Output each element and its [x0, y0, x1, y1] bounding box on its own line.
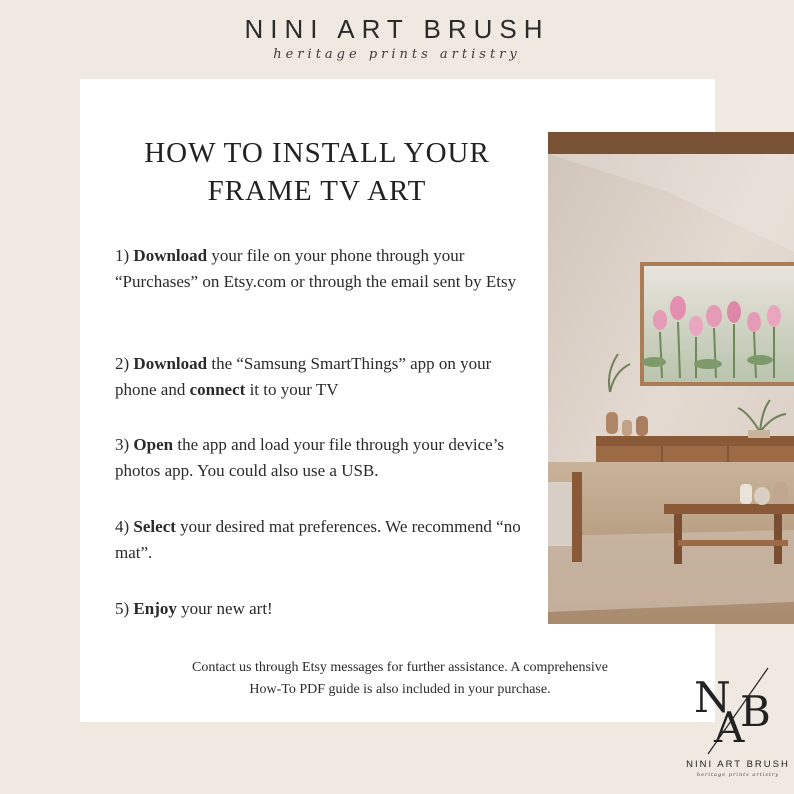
step-keyword: connect	[189, 380, 246, 399]
step-2	[115, 351, 535, 403]
coffee-table	[664, 504, 794, 514]
step-text: your file on your phone through your “Purchases” on Etsy.com or through the email sent by Etsy	[115, 246, 517, 291]
card-title-line-1: HOW TO INSTALL YOUR	[144, 137, 490, 169]
card-title	[112, 134, 522, 210]
footer-note-line-2: How-To PDF guide is also included in your purchase.	[249, 682, 551, 697]
step-5	[115, 596, 535, 622]
svg-text:N: N	[694, 673, 731, 722]
room-mockup-image	[548, 132, 794, 624]
step-4	[115, 514, 535, 566]
step-text: your desired mat preferences. We recommend “no mat”.	[115, 517, 521, 562]
logo-name: NINI ART BRUSH	[686, 759, 790, 770]
brand-tagline: heritage prints artistry	[273, 47, 521, 62]
step-number: 2)	[115, 354, 134, 373]
step-number: 1)	[115, 246, 134, 265]
svg-text:A: A	[714, 703, 745, 752]
brand-logo	[682, 664, 794, 792]
logo-tagline: heritage prints artistry	[696, 772, 780, 778]
footer-note	[120, 657, 680, 701]
step-keyword: Download	[133, 246, 208, 265]
step-text: your new art!	[176, 599, 273, 618]
step-keyword: Open	[133, 435, 174, 454]
footer-note-line-1: Contact us through Etsy messages for further assistance. A comprehensive	[191, 660, 608, 675]
brand-title: NINI ART BRUSH	[244, 14, 550, 44]
step-keyword: Enjoy	[133, 599, 177, 618]
step-number: 4)	[115, 517, 134, 536]
svg-text:B: B	[740, 687, 771, 736]
step-text: it to your TV	[245, 380, 339, 399]
step-number: 3)	[115, 435, 134, 454]
ceiling-beam	[548, 132, 794, 154]
step-keyword: Download	[133, 354, 208, 373]
card-title-line-2: FRAME TV ART	[207, 175, 427, 207]
step-1	[115, 243, 535, 295]
step-text: the app and load your file through your device’s photos app. You could also use a USB.	[115, 435, 505, 480]
step-number: 5)	[115, 599, 134, 618]
brand-header	[0, 14, 794, 62]
living-room-illustration	[548, 132, 794, 624]
step-keyword: Select	[133, 517, 176, 536]
monogram-icon	[682, 664, 794, 756]
step-text: the “Samsung SmartThings” app on your phone and	[115, 354, 492, 399]
step-3	[115, 432, 535, 484]
